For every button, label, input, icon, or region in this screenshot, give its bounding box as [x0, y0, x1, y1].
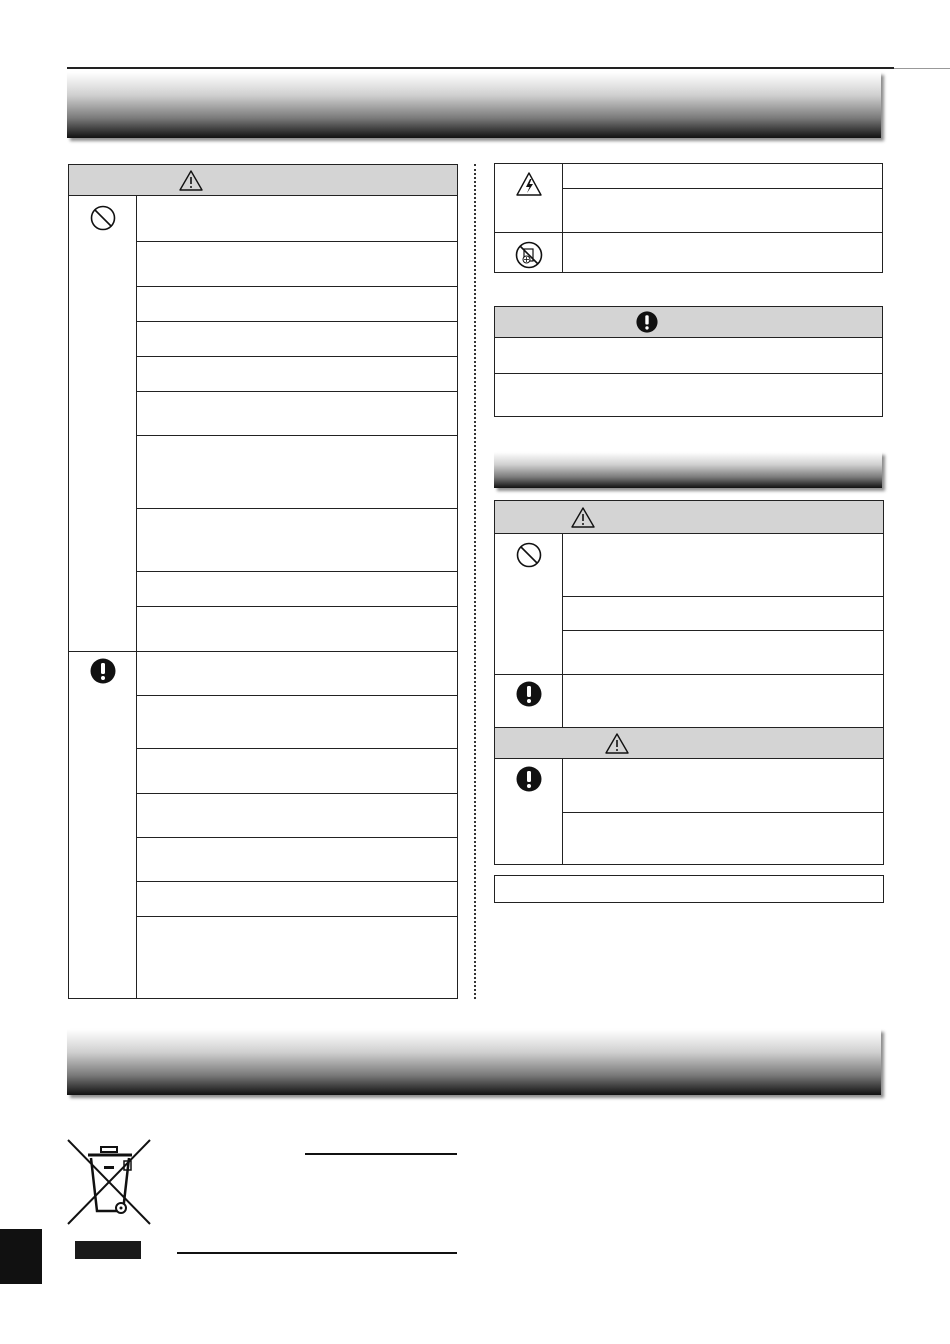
- warning-triangle-icon: [179, 170, 203, 191]
- row-divider: [136, 356, 457, 357]
- caution-table-right: [494, 306, 883, 417]
- note-box: [494, 875, 884, 903]
- row-divider: [562, 596, 883, 597]
- row-divider: [562, 630, 883, 631]
- crossed-out-wheeled-bin-icon: [66, 1138, 152, 1226]
- section-banner-safety: [67, 72, 881, 138]
- do-not-wet-icon: [515, 241, 543, 269]
- section-banner-cleaning: [494, 452, 882, 488]
- warning-triangle-icon: [605, 733, 629, 754]
- mandatory-exclamation-icon: [90, 658, 116, 684]
- group-divider: [69, 651, 457, 652]
- electric-table: [494, 163, 883, 273]
- row-divider: [136, 881, 457, 882]
- top-rule-extension: [894, 68, 950, 69]
- caution-header: [495, 307, 882, 338]
- blank-underline: [177, 1252, 457, 1254]
- mandatory-exclamation-icon: [516, 681, 542, 707]
- recycle-symbol-bar: [75, 1241, 141, 1259]
- caution-header: [495, 727, 883, 759]
- mandatory-exclamation-icon: [516, 766, 542, 792]
- row-divider: [136, 321, 457, 322]
- row-divider: [136, 916, 457, 917]
- warning-triangle-icon: [571, 507, 595, 528]
- row-divider: [136, 571, 457, 572]
- electric-shock-icon: [516, 172, 542, 196]
- icon-column-divider: [562, 164, 563, 272]
- row-divider: [136, 793, 457, 794]
- row-divider: [562, 812, 883, 813]
- warning-header: [495, 501, 883, 534]
- row-divider: [495, 373, 882, 374]
- row-divider: [136, 748, 457, 749]
- group-divider: [495, 232, 882, 233]
- blank-underline: [305, 1153, 457, 1155]
- prohibition-circle-icon: [90, 205, 116, 231]
- mandatory-exclamation-icon: [636, 311, 658, 333]
- row-divider: [136, 606, 457, 607]
- warning-table-left: [68, 164, 458, 999]
- prohibition-circle-icon: [516, 542, 542, 568]
- row-divider: [136, 435, 457, 436]
- row-divider: [562, 188, 882, 189]
- column-divider: [474, 164, 476, 999]
- row-divider: [136, 391, 457, 392]
- row-divider: [136, 241, 457, 242]
- row-divider: [136, 286, 457, 287]
- cleaning-warning-table: [494, 500, 884, 865]
- row-divider: [136, 837, 457, 838]
- group-divider: [495, 674, 883, 675]
- section-banner-disposal: [67, 1029, 881, 1095]
- row-divider: [136, 695, 457, 696]
- top-rule: [67, 67, 894, 69]
- row-divider: [136, 508, 457, 509]
- page-side-tab: [0, 1229, 42, 1284]
- icon-column-divider: [136, 196, 137, 998]
- warning-header: [69, 165, 457, 196]
